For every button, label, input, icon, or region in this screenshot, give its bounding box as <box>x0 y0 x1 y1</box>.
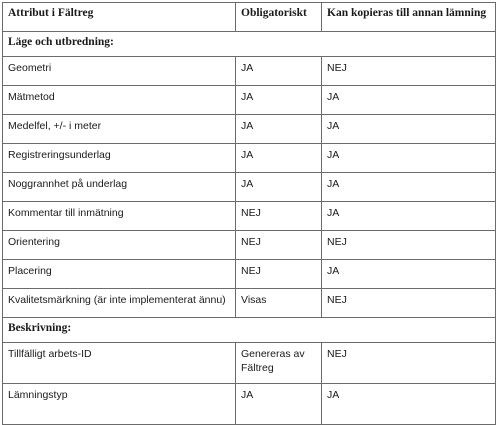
cell-mandatory: JA <box>236 173 322 202</box>
table-row <box>3 86 496 115</box>
table-row <box>3 231 496 260</box>
cell-attribute: Medelfel, +/- i meter <box>3 115 236 144</box>
cell-copyable: JA <box>322 202 496 231</box>
cell-attribute: Kommentar till inmätning <box>3 202 236 231</box>
cell-mandatory: NEJ <box>236 202 322 231</box>
header-copyable: Kan kopieras till annan lämning <box>322 3 496 32</box>
section-title-beskrivning: Beskrivning: <box>3 318 496 343</box>
cell-attribute: Registreringsunderlag <box>3 144 236 173</box>
table-row <box>3 144 496 173</box>
table-row <box>3 115 496 144</box>
header-attribute: Attribut i Fältreg <box>3 3 236 32</box>
attribute-table <box>2 2 496 425</box>
cell-copyable: NEJ <box>322 289 496 318</box>
table-row <box>3 57 496 86</box>
cell-attribute: Geometri <box>3 57 236 86</box>
cell-mandatory: JA <box>236 115 322 144</box>
cell-attribute: Orientering <box>3 231 236 260</box>
table-header-row <box>3 3 496 32</box>
header-mandatory: Obligatoriskt <box>236 3 322 32</box>
cell-mandatory: JA <box>236 86 322 115</box>
cell-copyable: NEJ <box>322 57 496 86</box>
cell-copyable: JA <box>322 260 496 289</box>
cell-mandatory: Genereras av Fältreg <box>236 343 322 384</box>
section-header-row <box>3 318 496 343</box>
cell-copyable: NEJ <box>322 231 496 260</box>
table-row <box>3 260 496 289</box>
cell-attribute: Tillfälligt arbets-ID <box>3 343 236 384</box>
cell-mandatory: NEJ <box>236 260 322 289</box>
cell-copyable: JA <box>322 115 496 144</box>
table-row <box>3 173 496 202</box>
cell-attribute: Mätmetod <box>3 86 236 115</box>
section-header-row <box>3 32 496 57</box>
cell-copyable: JA <box>322 144 496 173</box>
cell-copyable: JA <box>322 384 496 425</box>
cell-mandatory: Visas <box>236 289 322 318</box>
section-title-lage: Läge och utbredning: <box>3 32 496 57</box>
cell-attribute: Placering <box>3 260 236 289</box>
table-row <box>3 289 496 318</box>
table-row <box>3 202 496 231</box>
cell-copyable: NEJ <box>322 343 496 384</box>
cell-mandatory: JA <box>236 144 322 173</box>
table-row <box>3 343 496 384</box>
cell-copyable: JA <box>322 86 496 115</box>
table-row <box>3 384 496 425</box>
cell-copyable: JA <box>322 173 496 202</box>
cell-attribute: Kvalitetsmärkning (är inte implementerat ännu) <box>3 289 236 318</box>
cell-attribute: Lämningstyp <box>3 384 236 425</box>
cell-mandatory: JA <box>236 57 322 86</box>
cell-mandatory: JA <box>236 384 322 425</box>
cell-mandatory: NEJ <box>236 231 322 260</box>
cell-attribute: Noggrannhet på underlag <box>3 173 236 202</box>
